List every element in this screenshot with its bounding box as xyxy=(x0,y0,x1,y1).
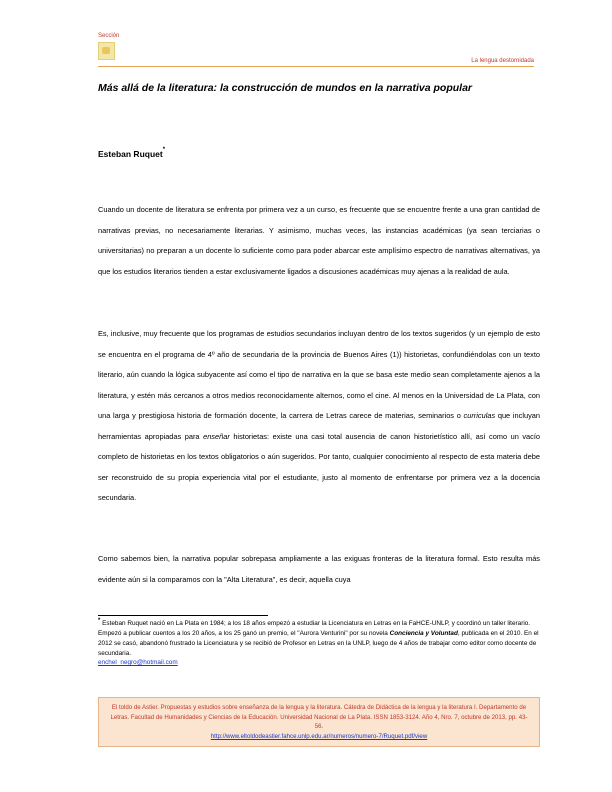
paragraph-2-emphasis-ensenar: enseñar xyxy=(203,431,230,441)
paragraph-2-part-c: historietas: existe una casi total ausencia de canon historietístico allí, así como un vacío completo de historietas en los textos obligatorios o aún sugeridos. Por tanto, cualquier conocimiento al respecto de esta materia debe ser reconstruido de su propia experiencia vital por el estudiante, justo al momento de enfrentarse por primera vez a la docencia secundaria. xyxy=(98,431,541,502)
header-divider xyxy=(98,66,534,67)
footnote-novel-title: Conciencia y Voluntad xyxy=(389,629,458,637)
author-email-link[interactable]: enchel_negro@hotmail.com xyxy=(98,659,178,667)
paragraph-2 xyxy=(98,324,540,509)
footnote-text-b: , publicada en el 2010. En el 2012 se casó, abandonó frustrado la Licenciatura y se recibió de Profesor en Letras en la UNLP, luego de 4 años de trabajar como editor como docente de secundaria. xyxy=(98,629,539,657)
paragraph-2-emphasis-curriculas: curriculas xyxy=(463,411,496,420)
citation-text: El toldo de Astier. Propuestas y estudios sobre enseñanza de la lengua y la literatura. Cátedra de Didáctica de la lengua y la literatura I. Departamento de Letras. Facultad de Humanidades y Ciencias de la Educación. Universidad Nacional de La Plata. ISSN 1853-3124. Año 4, Nro. 7, octubre de 2013, pp. 43-56. xyxy=(110,704,528,731)
author-line xyxy=(98,149,165,159)
footnote-divider xyxy=(98,615,268,616)
paragraph-3: Como sabemos bien, la narrativa popular sobrepasa ampliamente a las exiguas fronteras de la literatura formal. Esto resulta más evidente aún si la comparamos con la "Alta Literatura", es decir, aquella cuya xyxy=(98,554,540,584)
paragraph-1: Cuando un docente de literatura se enfrenta por primera vez a un curso, es frecuente que se encuentre frente a una gran cantidad de narrativas previas, no necesariamente literarias. Y asimismo, muchas veces, las instancias académicas (ya sean terciarias o universitarias) no preparan a un docente lo suficiente como para poder abarcar este amplísimo espectro de narrativas alternativas, ya que los estudios literarios tienden a estar exclusivamente ligados a discusiones académicas muy ajenas a la realidad de aula. xyxy=(98,205,540,276)
paragraph-2-part-b: que incluyan herramientas apropiadas para xyxy=(98,411,540,441)
author-name: Esteban Ruquet xyxy=(98,149,163,159)
footnote xyxy=(98,617,540,668)
section-label: Sección xyxy=(98,33,120,39)
footnote-mark: * xyxy=(98,618,101,624)
running-head: La lengua destornidada xyxy=(471,58,534,64)
author-footnote-mark[interactable]: * xyxy=(162,147,166,154)
citation-url-link[interactable]: http://www.eltoldodeastier.fahce.unlp.edu.ar/numeros/numero-7/Ruquet.pdf/view xyxy=(210,732,428,740)
paragraph-2-part-a: Es, inclusive, muy frecuente que los programas de estudios secundarios incluyan dentro de los textos sugeridos (y un ejemplo de esto se encuentra en el programa de 4º año de secundaria de la provincia de Buenos Aires (1)) historietas, confundiéndolas con un texto literario, aún cuando la lógica subyacente así como el tipo de narrativa en la que se basa este medio sean completamente ajenos a la literatura, y estén más cercanos a otros medios reconocidamente alternos, como el cine. Al menos en la Universidad de La Plata, con una larga y prestigiosa historia de formación docente, la carrera de Letras carece de materias, seminarios o xyxy=(98,329,540,420)
citation-footer xyxy=(98,697,540,747)
footnote-text-a: Esteban Ruquet nació en La Plata en 1984; a los 18 años empezó a estudiar la Licenciatura en Letras en la FaHCE-UNLP, y coordinó un taller literario. Empezó a publicar cuentos a los 20 años, a los 25 ganó un premio, el "Aurora Venturini" por su novela xyxy=(98,620,531,637)
section-logo-icon xyxy=(98,42,115,60)
article-title: Más allá de la literatura: la construcción de mundos en la narrativa popular xyxy=(98,82,473,94)
